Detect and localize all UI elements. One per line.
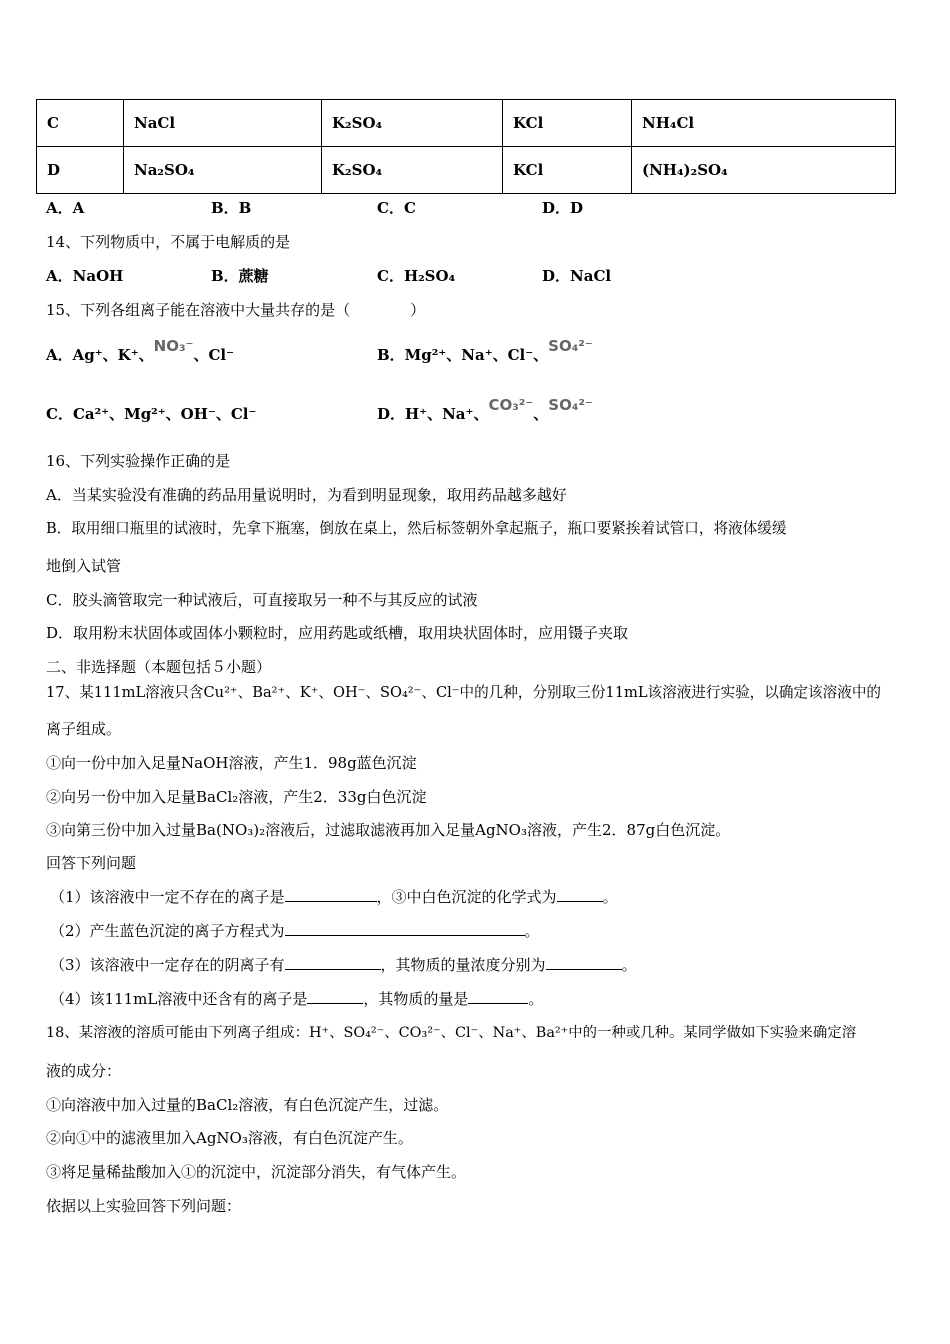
part-4-text-b: ，其物质的量是	[363, 990, 469, 1008]
option-b: B．B	[211, 199, 252, 217]
q16-option-d: D．取用粉末状固体或固体小颗粒时，应用药匙或纸槽，取用块状固体时，应用镊子夹取	[46, 624, 629, 642]
part-2-end: 。	[524, 922, 540, 940]
part-3-text: （3）该溶液中一定存在的阴离子有	[50, 956, 285, 974]
part-1-text: （1）该溶液中一定不存在的离子是	[50, 888, 285, 906]
answer-blank[interactable]	[557, 887, 603, 902]
option-c: C．H₂SO₄	[377, 267, 456, 285]
option-d: D．D	[542, 199, 584, 217]
answer-blank[interactable]	[546, 955, 622, 970]
option-a-prefix: A．Ag⁺、K⁺、	[46, 346, 154, 364]
option-b	[377, 337, 593, 365]
part-1-end: 。	[602, 888, 618, 906]
table-cell: D	[37, 147, 124, 194]
q16-option-b-line2: 地倒入试管	[46, 557, 122, 575]
option-a: A．A	[46, 199, 85, 217]
table-cell: (NH₄)₂SO₄	[632, 147, 896, 194]
part-2-text: （2）产生蓝色沉淀的离子方程式为	[50, 922, 285, 940]
table-cell: NH₄Cl	[632, 100, 896, 147]
q18-stem-line2: 液的成分：	[46, 1062, 122, 1080]
table-cell: K₂SO₄	[322, 147, 503, 194]
q15-stem: 15、下列各组离子能在溶液中大量共存的是（ ）	[46, 301, 426, 319]
part-3-text-b: ，其物质的量浓度分别为	[380, 956, 546, 974]
option-b: B．蔗糖	[211, 267, 269, 285]
q16-option-a: A．当某实验没有准确的药品用量说明时，为看到明显现象，取用药品越多越好	[46, 486, 567, 504]
answer-blank[interactable]	[285, 955, 381, 970]
option-a: A．NaOH	[46, 267, 124, 285]
q18-stem-line1: 18、某溶液的溶质可能由下列离子组成：H⁺、SO₄²⁻、CO₃²⁻、Cl⁻、Na⁺、Ba²⁺中的一种或几种。某同学做如下实验来确定溶	[46, 1025, 857, 1041]
option-d-prefix: D．H⁺、Na⁺、	[377, 405, 489, 423]
option-d: D．NaCl	[542, 267, 612, 285]
q17-step-3: ③向第三份中加入过量Ba(NO₃)₂溶液后，过滤取滤液再加入足量AgNO₃溶液，产生2．87g白色沉淀。	[46, 821, 731, 839]
table-cell: NaCl	[124, 100, 322, 147]
option-d	[377, 396, 593, 424]
q16-option-c: C．胶头滴管取完一种试液后，可直接取另一种不与其反应的试液	[46, 591, 478, 609]
q14-stem: 14、下列物质中，不属于电解质的是	[46, 233, 291, 251]
option-c: C．Ca²⁺、Mg²⁺、OH⁻、Cl⁻	[46, 405, 257, 423]
q18-step-1: ①向溶液中加入过量的BaCl₂溶液，有白色沉淀产生，过滤。	[46, 1096, 449, 1114]
part-1-text-b: ，③中白色沉淀的化学式为	[376, 888, 557, 906]
part-3-end: 。	[621, 956, 637, 974]
part-4-end: 。	[528, 990, 544, 1008]
answer-blank[interactable]	[307, 989, 363, 1004]
q17-prompt: 回答下列问题	[46, 854, 137, 872]
option-d-sep: 、	[533, 405, 549, 423]
sulfate-ion-image: SO₄²⁻	[548, 337, 593, 355]
q17-part-1	[50, 887, 618, 907]
option-a	[46, 337, 234, 365]
q18-prompt: 依据以上实验回答下列问题：	[46, 1197, 242, 1215]
q17-part-4	[50, 989, 543, 1009]
options-table	[36, 99, 896, 194]
answer-blank[interactable]	[285, 921, 525, 936]
table-cell: C	[37, 100, 124, 147]
q17-stem-line2: 离子组成。	[46, 720, 122, 738]
sulfate-ion-image: SO₄²⁻	[548, 396, 593, 414]
q17-part-3	[50, 955, 637, 975]
part-4-text: （4）该111mL溶液中还含有的离子是	[50, 990, 308, 1008]
option-b-prefix: B．Mg²⁺、Na⁺、Cl⁻、	[377, 346, 549, 364]
table-cell: Na₂SO₄	[124, 147, 322, 194]
q17-stem-line1: 17、某111mL溶液只含Cu²⁺、Ba²⁺、K⁺、OH⁻、SO₄²⁻、Cl⁻中的几种，分别取三份11mL该溶液进行实验，以确定该溶液中的	[46, 684, 882, 701]
answer-blank[interactable]	[285, 887, 377, 902]
q16-option-b-line1: B．取用细口瓶里的试液时，先拿下瓶塞，倒放在桌上，然后标签朝外拿起瓶子，瓶口要紧挨着试管口，将液体缓缓	[46, 520, 787, 537]
option-c: C．C	[377, 199, 416, 217]
section-heading: 二、非选择题（本题包括５小题）	[46, 658, 272, 676]
q16-stem: 16、下列实验操作正确的是	[46, 452, 231, 470]
table-cell: K₂SO₄	[322, 100, 503, 147]
option-a-suffix: 、Cl⁻	[193, 346, 234, 364]
q18-step-3: ③将足量稀盐酸加入①的沉淀中，沉淀部分消失，有气体产生。	[46, 1163, 467, 1181]
q18-step-2: ②向①中的滤液里加入AgNO₃溶液，有白色沉淀产生。	[46, 1129, 413, 1147]
answer-blank[interactable]	[468, 989, 528, 1004]
q17-step-2: ②向另一份中加入足量BaCl₂溶液，产生2．33g白色沉淀	[46, 788, 427, 806]
table-cell: KCl	[503, 147, 632, 194]
nitrate-ion-image: NO₃⁻	[153, 337, 194, 355]
table-cell: KCl	[503, 100, 632, 147]
carbonate-ion-image: CO₃²⁻	[488, 396, 534, 414]
q17-part-2	[50, 921, 540, 941]
table-row	[37, 100, 896, 147]
table-row	[37, 147, 896, 194]
q17-step-1: ①向一份中加入足量NaOH溶液，产生1．98g蓝色沉淀	[46, 754, 417, 772]
